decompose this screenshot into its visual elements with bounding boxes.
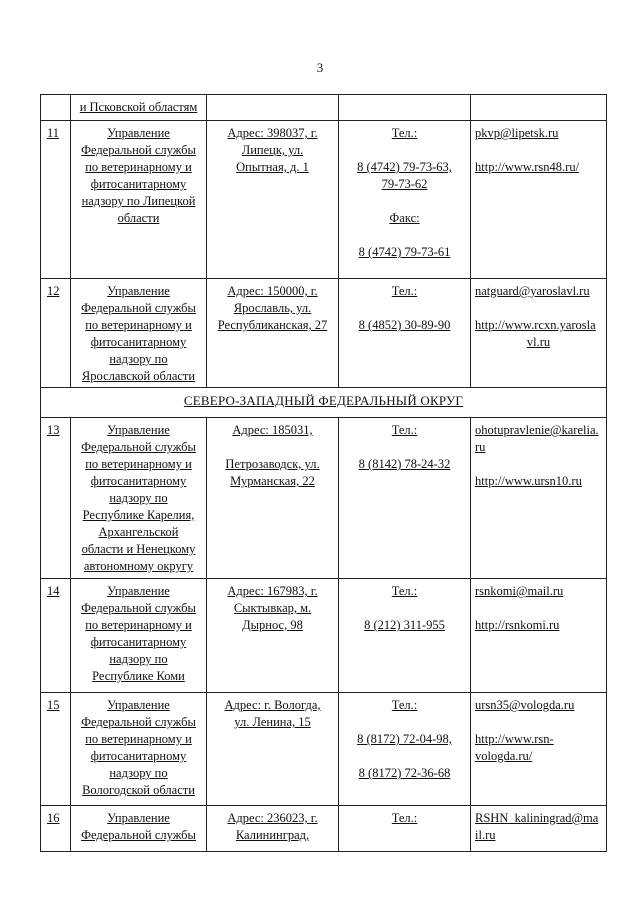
email-link-continuation[interactable]: ru xyxy=(475,440,486,454)
org-line: фитосанитарному xyxy=(90,335,187,349)
org-line: Управление xyxy=(107,584,170,598)
email-link[interactable]: ursn35@vologda.ru xyxy=(475,698,575,712)
org-line: фитосанитарному xyxy=(90,635,187,649)
addr-line: Адрес: г. Вологда, xyxy=(224,698,321,712)
addr-line: Опытная, д. 1 xyxy=(236,160,309,174)
addr-cell xyxy=(207,418,339,579)
table-row xyxy=(41,693,607,806)
addr-line: Адрес: 185031, xyxy=(232,423,313,437)
org-line: надзору по xyxy=(109,491,168,505)
addr-line: Петрозаводск, ул. xyxy=(225,457,320,471)
org-cell xyxy=(71,279,207,388)
web-cell xyxy=(471,418,607,579)
tel-label: Тел.: xyxy=(391,698,418,712)
tel-cell xyxy=(339,95,471,121)
org-line: Федеральной службы xyxy=(81,301,196,315)
addr-cell xyxy=(207,95,339,121)
email-link[interactable]: pkvp@lipetsk.ru xyxy=(475,126,559,140)
org-line: автономному округу xyxy=(83,559,194,573)
addr-line: Адрес: 398037, г. xyxy=(227,126,318,140)
org-cell xyxy=(71,95,207,121)
addr-cell xyxy=(207,806,339,852)
email-link-continuation[interactable]: il.ru xyxy=(475,828,496,842)
web-cell xyxy=(471,121,607,279)
org-line: по ветеринарному и xyxy=(85,160,192,174)
table-row xyxy=(41,121,607,279)
site-link-continuation[interactable]: vologda.ru/ xyxy=(475,749,533,763)
tel-number[interactable]: 8 (8172) 72-36-68 xyxy=(358,766,451,780)
tel-number[interactable]: 8 (8142) 78-24-32 xyxy=(358,457,451,471)
org-line: Управление xyxy=(107,126,170,140)
table-row-continuation xyxy=(41,95,607,121)
org-line: области и Ненецкому xyxy=(81,542,196,556)
page-number: 3 xyxy=(316,60,324,75)
org-line: Управление xyxy=(107,284,170,298)
site-link[interactable]: http://www.rcxn.yarosla xyxy=(475,318,596,332)
org-line: надзору по xyxy=(109,652,168,666)
row-number: 15 xyxy=(41,693,71,806)
email-link[interactable]: natguard@yaroslavl.ru xyxy=(475,284,590,298)
org-line: Федеральной службы xyxy=(81,440,196,454)
row-number: 14 xyxy=(41,579,71,693)
org-line: Федеральной службы xyxy=(81,601,196,615)
org-line: по ветеринарному и xyxy=(85,618,192,632)
web-cell xyxy=(471,806,607,852)
org-line: надзору по xyxy=(109,766,168,780)
site-link[interactable]: http://www.rsn48.ru/ xyxy=(475,160,580,174)
tel-label: Тел.: xyxy=(391,423,418,437)
org-line: надзору по Липецкой xyxy=(81,194,196,208)
org-line: Ярославской области xyxy=(81,369,196,383)
org-line: Республике Карелия, xyxy=(82,508,195,522)
web-cell xyxy=(471,693,607,806)
org-cell xyxy=(71,693,207,806)
org-line: области xyxy=(117,211,160,225)
org-line: фитосанитарному xyxy=(90,749,187,763)
addr-line: Сыктывкар, м. xyxy=(233,601,312,615)
district-header: СЕВЕРО-ЗАПАДНЫЙ ФЕДЕРАЛЬНЫЙ ОКРУГ xyxy=(41,388,607,418)
addr-cell xyxy=(207,693,339,806)
org-line: Управление xyxy=(107,811,170,825)
addr-line: Адрес: 150000, г. xyxy=(227,284,318,298)
web-cell xyxy=(471,279,607,388)
addr-cell xyxy=(207,121,339,279)
org-line: Управление xyxy=(107,423,170,437)
org-line: Архангельской xyxy=(98,525,179,539)
site-link[interactable]: http://www.rsn- xyxy=(475,732,554,746)
table-row xyxy=(41,806,607,852)
org-line: Вологодской области xyxy=(82,783,195,797)
table-row xyxy=(41,579,607,693)
org-line: Федеральной службы xyxy=(81,828,196,842)
org-cell xyxy=(71,418,207,579)
addr-line: Республиканская, 27 xyxy=(217,318,328,332)
addr-line: ул. Ленина, 15 xyxy=(234,715,311,729)
org-line: фитосанитарному xyxy=(90,177,187,191)
tel-label: Тел.: xyxy=(391,126,418,140)
site-link[interactable]: http://rsnkomi.ru xyxy=(475,618,560,632)
addr-line: Адрес: 167983, г. xyxy=(227,584,318,598)
tel-cell xyxy=(339,279,471,388)
row-number: 13 xyxy=(41,418,71,579)
num-cell xyxy=(41,95,71,121)
tel-cell xyxy=(339,418,471,579)
tel-number[interactable]: 8 (4852) 30-89-90 xyxy=(358,318,451,332)
site-link[interactable]: http://www.ursn10.ru xyxy=(475,474,582,488)
fax-label: Факс: xyxy=(389,211,420,225)
addr-cell xyxy=(207,579,339,693)
org-line: фитосанитарному xyxy=(90,474,187,488)
table-row xyxy=(41,279,607,388)
addr-line: Ярославль, ул. xyxy=(233,301,312,315)
tel-label: Тел.: xyxy=(391,811,418,825)
email-link[interactable]: rsnkomi@mail.ru xyxy=(475,584,564,598)
addr-line: Липецк, ул. xyxy=(241,143,304,157)
org-line: и Псковской областям xyxy=(79,100,198,114)
email-link[interactable]: RSHN_kaliningrad@ma xyxy=(475,811,599,825)
row-number: 16 xyxy=(41,806,71,852)
addr-cell xyxy=(207,279,339,388)
tel-number[interactable]: 8 (212) 311-955 xyxy=(364,618,445,632)
tel-number[interactable]: 79-73-62 xyxy=(381,177,428,191)
tel-label: Тел.: xyxy=(391,584,418,598)
web-cell xyxy=(471,95,607,121)
registry-table xyxy=(40,94,607,852)
addr-line: Адрес: 236023, г. xyxy=(227,811,318,825)
tel-number[interactable]: 8 (4742) 79-73-63, xyxy=(357,160,452,174)
org-cell xyxy=(71,579,207,693)
org-line: Федеральной службы xyxy=(81,143,196,157)
org-line: Управление xyxy=(107,698,170,712)
org-line: по ветеринарному и xyxy=(85,457,192,471)
tel-cell xyxy=(339,806,471,852)
tel-number[interactable]: 8 (8172) 72-04-98, xyxy=(357,732,452,746)
org-line: Федеральной службы xyxy=(81,715,196,729)
addr-line: Мурманская, 22 xyxy=(230,474,315,488)
tel-cell xyxy=(339,579,471,693)
row-number: 11 xyxy=(41,121,71,279)
org-line: надзору по xyxy=(109,352,168,366)
site-link-continuation[interactable]: vl.ru xyxy=(526,335,551,349)
row-number: 12 xyxy=(41,279,71,388)
table-row xyxy=(41,418,607,579)
org-line: по ветеринарному и xyxy=(85,318,192,332)
tel-cell xyxy=(339,121,471,279)
tel-cell xyxy=(339,693,471,806)
web-cell xyxy=(471,579,607,693)
fax-number[interactable]: 8 (4742) 79-73-61 xyxy=(358,245,451,259)
tel-label: Тел.: xyxy=(391,284,418,298)
org-cell xyxy=(71,121,207,279)
district-header-row xyxy=(41,388,607,418)
org-line: по ветеринарному и xyxy=(85,732,192,746)
addr-line: Калининград, xyxy=(235,828,310,842)
addr-line: Дырнос, 98 xyxy=(242,618,303,632)
org-cell xyxy=(71,806,207,852)
email-link[interactable]: ohotupravlenie@karelia. xyxy=(475,423,599,437)
org-line: Республике Коми xyxy=(92,669,185,683)
